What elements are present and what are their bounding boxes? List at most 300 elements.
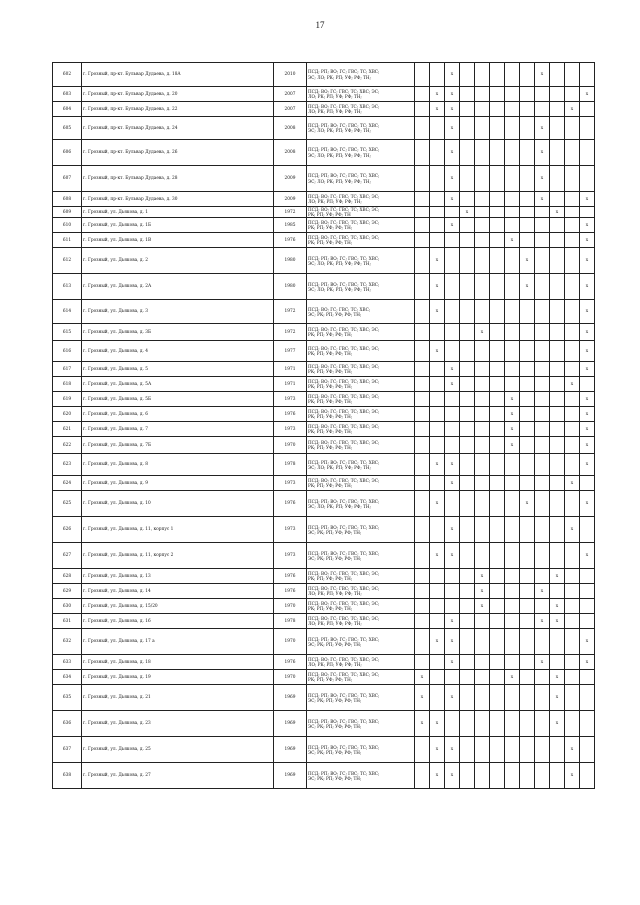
services-line: ПСД; ВО; ГС; ГВС; ТС; ХВС; ЭС;: [308, 346, 380, 352]
mark-cell: [415, 207, 430, 218]
mark-cell: [490, 274, 505, 300]
address-cell: г. Грозный, ул. Дьякова, д. 17 а: [82, 629, 274, 655]
mark-cell: [565, 166, 580, 192]
services-line: ЭС; РК; РП; УФ; РФ; ТН;: [308, 749, 362, 755]
table-row: [53, 491, 595, 517]
mark-x: x: [580, 324, 595, 341]
mark-cell: [490, 377, 505, 392]
services-line: РК; РП; УФ; РФ; ТН;: [308, 414, 353, 420]
table-row: [53, 655, 595, 670]
table-row: [53, 763, 595, 789]
table-row: [53, 192, 595, 207]
services-line: ПСД; ВО; ГС; ГВС; ТС; ХВС; ЭС;: [308, 616, 380, 622]
year-cell: 1969: [274, 685, 307, 711]
mark-cell: [580, 670, 595, 685]
services-cell: [307, 218, 415, 233]
mark-cell: [460, 614, 475, 629]
mark-cell: [445, 711, 460, 737]
address-cell: г. Грозный, ул. Дьякова, д. 1В: [82, 233, 274, 248]
mark-cell: [520, 763, 535, 789]
mark-cell: [475, 543, 490, 569]
mark-cell: [490, 300, 505, 324]
services-cell: [307, 737, 415, 763]
mark-x: x: [535, 117, 550, 140]
services-line: ЭС; ЛО; РК; РП; УФ; РФ; ТН;: [308, 74, 371, 80]
mark-cell: [565, 362, 580, 377]
services-cell: [307, 422, 415, 437]
services-line: ЭС; ЛО; РК; РП; УФ; РФ; ТН;: [308, 128, 371, 133]
services-line: ПСД; РП; ВО; ГС; ГВС; ТС; ХВС;: [308, 255, 380, 261]
mark-cell: [520, 517, 535, 543]
mark-cell: [430, 207, 445, 218]
mark-cell: [460, 362, 475, 377]
mark-x: x: [565, 377, 580, 392]
mark-cell: [505, 63, 520, 87]
mark-x: x: [580, 491, 595, 517]
address-cell: г. Грозный, ул. Дьякова, д. 4: [82, 341, 274, 362]
mark-cell: [580, 614, 595, 629]
mark-cell: [460, 655, 475, 670]
mark-cell: [580, 599, 595, 614]
mark-cell: [565, 437, 580, 454]
services-line: ЭС; РК; РП; УФ; РФ; ТН;: [308, 697, 362, 703]
mark-cell: [430, 476, 445, 491]
row-number-cell: 622: [53, 437, 82, 454]
mark-cell: [430, 655, 445, 670]
mark-cell: [430, 569, 445, 584]
mark-cell: [520, 454, 535, 476]
mark-cell: [580, 117, 595, 140]
mark-x: x: [430, 341, 445, 362]
mark-cell: [520, 685, 535, 711]
mark-cell: [415, 422, 430, 437]
mark-cell: [520, 192, 535, 207]
mark-cell: [565, 543, 580, 569]
mark-x: x: [505, 422, 520, 437]
mark-cell: [475, 377, 490, 392]
mark-cell: [565, 248, 580, 274]
mark-cell: [460, 543, 475, 569]
services-line: РК; РП; УФ; РФ; ТН;: [308, 445, 353, 451]
mark-cell: [550, 407, 565, 422]
row-number-cell: 625: [53, 491, 82, 517]
mark-cell: [550, 140, 565, 166]
mark-cell: [445, 274, 460, 300]
mark-x: x: [430, 737, 445, 763]
year-cell: 2009: [274, 166, 307, 192]
mark-cell: [535, 218, 550, 233]
address-cell: г. Грозный, ул. Дьякова, д. 10: [82, 491, 274, 517]
mark-cell: [490, 711, 505, 737]
mark-cell: [415, 599, 430, 614]
mark-x: x: [580, 218, 595, 233]
mark-cell: [460, 192, 475, 207]
mark-cell: [505, 711, 520, 737]
mark-cell: [535, 422, 550, 437]
mark-x: x: [520, 274, 535, 300]
mark-cell: [505, 685, 520, 711]
table-row: [53, 454, 595, 476]
mark-cell: [475, 685, 490, 711]
year-cell: 1976: [274, 407, 307, 422]
services-line: ПСД; РП; ВО; ГС; ГВС; ТС; ХВС;: [308, 636, 380, 642]
mark-cell: [520, 569, 535, 584]
mark-cell: [505, 341, 520, 362]
mark-cell: [460, 685, 475, 711]
mark-cell: [550, 248, 565, 274]
row-number-cell: 615: [53, 324, 82, 341]
mark-cell: [445, 491, 460, 517]
mark-cell: [475, 711, 490, 737]
mark-cell: [490, 614, 505, 629]
services-line: ПСД; РП; ВО; ГС; ГВС; ТС; ХВС;: [308, 550, 380, 556]
mark-cell: [505, 300, 520, 324]
mark-cell: [565, 341, 580, 362]
row-number-cell: 620: [53, 407, 82, 422]
mark-cell: [460, 422, 475, 437]
mark-cell: [430, 599, 445, 614]
row-number-cell: 619: [53, 392, 82, 407]
mark-cell: [580, 685, 595, 711]
row-number-cell: 637: [53, 737, 82, 763]
mark-x: x: [445, 192, 460, 207]
mark-cell: [460, 233, 475, 248]
mark-cell: [520, 407, 535, 422]
mark-cell: [415, 324, 430, 341]
mark-cell: [490, 324, 505, 341]
mark-cell: [520, 614, 535, 629]
row-number-cell: 630: [53, 599, 82, 614]
mark-cell: [505, 543, 520, 569]
mark-cell: [535, 543, 550, 569]
mark-x: x: [415, 685, 430, 711]
mark-cell: [415, 517, 430, 543]
table-row: [53, 614, 595, 629]
mark-cell: [520, 207, 535, 218]
mark-cell: [460, 517, 475, 543]
row-number-cell: 607: [53, 166, 82, 192]
mark-cell: [460, 324, 475, 341]
mark-cell: [490, 233, 505, 248]
mark-cell: [430, 670, 445, 685]
mark-x: x: [580, 543, 595, 569]
services-line: РК; РП; УФ; РФ; ТН;: [308, 399, 353, 405]
mark-cell: [580, 763, 595, 789]
mark-cell: [490, 685, 505, 711]
mark-cell: [430, 218, 445, 233]
address-cell: г. Грозный, пр-кт. Бульвар Дудаева, д. 22: [82, 102, 274, 117]
table-row: [53, 422, 595, 437]
services-line: ПСД; РП; ВО; ГС; ГВС; ТС; ХВС;: [308, 498, 380, 504]
row-number-cell: 636: [53, 711, 82, 737]
address-cell: г. Грозный, ул. Дьякова, д. 1Б: [82, 218, 274, 233]
mark-cell: [535, 599, 550, 614]
mark-cell: [580, 476, 595, 491]
mark-cell: [565, 491, 580, 517]
mark-cell: [550, 362, 565, 377]
services-line: ПСД; ВО; ГС; ГВС; ТС; ХВС; ЭС;: [308, 207, 380, 212]
services-line: ПСД; ВО; ГС; ГВС; ТС; ХВС; ЭС;: [308, 478, 380, 484]
mark-cell: [490, 584, 505, 599]
year-cell: 1973: [274, 392, 307, 407]
services-cell: [307, 392, 415, 407]
mark-cell: [505, 517, 520, 543]
mark-cell: [475, 102, 490, 117]
year-cell: 1971: [274, 362, 307, 377]
mark-cell: [490, 392, 505, 407]
services-cell: [307, 117, 415, 140]
mark-x: x: [430, 491, 445, 517]
services-cell: [307, 629, 415, 655]
row-number-cell: 617: [53, 362, 82, 377]
services-cell: [307, 407, 415, 422]
mark-cell: [550, 454, 565, 476]
services-cell: [307, 517, 415, 543]
mark-cell: [535, 324, 550, 341]
mark-cell: [505, 140, 520, 166]
services-line: ПСД; ВО; ГС; ГВС; ТС; ХВС; ЭС;: [308, 394, 380, 400]
year-cell: 1976: [274, 584, 307, 599]
address-cell: г. Грозный, ул. Дьякова, д. 23: [82, 711, 274, 737]
mark-cell: [550, 491, 565, 517]
mark-cell: [565, 711, 580, 737]
address-cell: г. Грозный, ул. Дьякова, д. 1: [82, 207, 274, 218]
mark-cell: [475, 192, 490, 207]
mark-x: x: [580, 192, 595, 207]
table-row: [53, 670, 595, 685]
mark-cell: [415, 233, 430, 248]
mark-cell: [550, 192, 565, 207]
year-cell: 1969: [274, 763, 307, 789]
services-line: ПСД; ВО; ГС; ГВС; ТС; ХВС; ЭС;: [308, 379, 380, 385]
mark-cell: [520, 584, 535, 599]
address-cell: г. Грозный, ул. Дьякова, д. 14: [82, 584, 274, 599]
mark-x: x: [550, 685, 565, 711]
mark-cell: [415, 584, 430, 599]
mark-cell: [445, 300, 460, 324]
mark-x: x: [505, 392, 520, 407]
mark-cell: [520, 737, 535, 763]
mark-cell: [565, 63, 580, 87]
mark-cell: [520, 599, 535, 614]
services-line: ПСД; РП; ВО; ГС; ГВС; ТС; ХВС;: [308, 147, 380, 153]
mark-cell: [460, 392, 475, 407]
mark-x: x: [535, 655, 550, 670]
year-cell: 1978: [274, 614, 307, 629]
mark-cell: [490, 763, 505, 789]
address-cell: г. Грозный, ул. Дьякова, д. 3: [82, 300, 274, 324]
address-cell: г. Грозный, ул. Дьякова, д. 7: [82, 422, 274, 437]
year-cell: 1985: [274, 218, 307, 233]
table-row: [53, 599, 595, 614]
services-line: ПСД; ВО; ГС; ГВС; ТС; ХВС; ЭС;: [308, 235, 380, 241]
mark-cell: [490, 737, 505, 763]
mark-cell: [445, 248, 460, 274]
row-number-cell: 624: [53, 476, 82, 491]
mark-cell: [445, 341, 460, 362]
mark-cell: [535, 517, 550, 543]
mark-cell: [580, 166, 595, 192]
services-cell: [307, 614, 415, 629]
mark-cell: [430, 517, 445, 543]
year-cell: 2007: [274, 87, 307, 102]
mark-cell: [520, 117, 535, 140]
address-cell: г. Грозный, ул. Дьякова, д. 7Б: [82, 437, 274, 454]
mark-cell: [460, 476, 475, 491]
year-cell: 1973: [274, 517, 307, 543]
table-row: [53, 87, 595, 102]
mark-x: x: [535, 614, 550, 629]
row-number-cell: 623: [53, 454, 82, 476]
mark-cell: [580, 737, 595, 763]
mark-x: x: [445, 476, 460, 491]
mark-cell: [415, 737, 430, 763]
mark-x: x: [475, 324, 490, 341]
mark-x: x: [580, 274, 595, 300]
mark-cell: [445, 422, 460, 437]
year-cell: 1976: [274, 233, 307, 248]
services-cell: [307, 476, 415, 491]
mark-cell: [460, 407, 475, 422]
year-cell: 1976: [274, 569, 307, 584]
mark-cell: [490, 569, 505, 584]
mark-cell: [580, 63, 595, 87]
table-row: [53, 248, 595, 274]
address-cell: г. Грозный, ул. Дьякова, д. 2: [82, 248, 274, 274]
year-cell: 1973: [274, 543, 307, 569]
table-row: [53, 476, 595, 491]
mark-cell: [415, 454, 430, 476]
mark-cell: [445, 569, 460, 584]
services-cell: [307, 437, 415, 454]
housing-registry-table: [52, 62, 595, 789]
mark-x: x: [445, 140, 460, 166]
services-line: ПСД; ВО; ГС; ГВС; ТС; ХВС; ЭС;: [308, 440, 380, 446]
year-cell: 1970: [274, 437, 307, 454]
services-line: ПСД; РП; ВО; ГС; ГВС; ТС; ХВС;: [308, 718, 380, 724]
table-row: [53, 584, 595, 599]
mark-cell: [565, 454, 580, 476]
row-number-cell: 612: [53, 248, 82, 274]
mark-cell: [445, 392, 460, 407]
mark-cell: [520, 63, 535, 87]
mark-cell: [565, 117, 580, 140]
mark-cell: [415, 476, 430, 491]
mark-cell: [430, 233, 445, 248]
mark-x: x: [445, 87, 460, 102]
services-line: ПСД; ВО; ГС; ГВС; ТС; ХВС; ЭС;: [308, 193, 380, 199]
table-row: [53, 377, 595, 392]
mark-cell: [475, 274, 490, 300]
mark-cell: [415, 63, 430, 87]
mark-cell: [430, 362, 445, 377]
mark-cell: [490, 117, 505, 140]
mark-x: x: [550, 207, 565, 218]
address-cell: г. Грозный, пр-кт. Бульвар Дудаева, д. 20: [82, 87, 274, 102]
year-cell: 2009: [274, 192, 307, 207]
row-number-cell: 629: [53, 584, 82, 599]
mark-x: x: [580, 300, 595, 324]
row-number-cell: 618: [53, 377, 82, 392]
mark-cell: [535, 685, 550, 711]
mark-cell: [520, 166, 535, 192]
table-row: [53, 300, 595, 324]
mark-cell: [415, 166, 430, 192]
mark-cell: [565, 599, 580, 614]
services-line: РК; РП; УФ; РФ; ТН;: [308, 429, 353, 435]
year-cell: 1980: [274, 248, 307, 274]
services-line: ПСД; РП; ВО; ГС; ГВС; ТС; ХВС;: [308, 122, 380, 128]
mark-cell: [475, 737, 490, 763]
mark-x: x: [415, 670, 430, 685]
mark-cell: [505, 218, 520, 233]
services-line: ПСД; ВО; ГС; ГВС; ТС; ХВС; ЭС;: [308, 657, 380, 663]
mark-cell: [490, 454, 505, 476]
mark-cell: [415, 102, 430, 117]
services-line: ПСД; ВО; ГС; ГВС; ТС; ХВС; ЭС;: [308, 327, 380, 333]
mark-cell: [505, 87, 520, 102]
row-number-cell: 633: [53, 655, 82, 670]
table-row: [53, 274, 595, 300]
services-cell: [307, 140, 415, 166]
mark-cell: [490, 407, 505, 422]
mark-cell: [490, 166, 505, 192]
mark-cell: [430, 685, 445, 711]
mark-cell: [460, 454, 475, 476]
table-row: [53, 685, 595, 711]
mark-x: x: [550, 711, 565, 737]
mark-cell: [415, 192, 430, 207]
mark-cell: [430, 392, 445, 407]
mark-cell: [430, 407, 445, 422]
mark-x: x: [505, 670, 520, 685]
mark-cell: [445, 670, 460, 685]
mark-cell: [505, 362, 520, 377]
year-cell: 1977: [274, 341, 307, 362]
mark-x: x: [535, 192, 550, 207]
mark-cell: [580, 569, 595, 584]
mark-x: x: [445, 362, 460, 377]
table-row: [53, 437, 595, 454]
mark-x: x: [580, 437, 595, 454]
row-number-cell: 621: [53, 422, 82, 437]
row-number-cell: 606: [53, 140, 82, 166]
mark-cell: [430, 377, 445, 392]
mark-cell: [415, 392, 430, 407]
mark-cell: [430, 614, 445, 629]
mark-cell: [475, 422, 490, 437]
row-number-cell: 603: [53, 87, 82, 102]
mark-x: x: [580, 422, 595, 437]
mark-x: x: [430, 248, 445, 274]
mark-cell: [445, 437, 460, 454]
mark-x: x: [520, 248, 535, 274]
services-line: ПСД; РП; ВО; ГС; ГВС; ТС; ХВС;: [308, 69, 380, 75]
mark-cell: [460, 274, 475, 300]
mark-cell: [490, 63, 505, 87]
mark-x: x: [580, 248, 595, 274]
mark-cell: [520, 87, 535, 102]
mark-cell: [430, 166, 445, 192]
mark-cell: [550, 166, 565, 192]
mark-cell: [415, 300, 430, 324]
mark-cell: [460, 629, 475, 655]
mark-x: x: [415, 711, 430, 737]
mark-cell: [505, 655, 520, 670]
mark-cell: [550, 377, 565, 392]
mark-cell: [415, 543, 430, 569]
mark-cell: [475, 629, 490, 655]
